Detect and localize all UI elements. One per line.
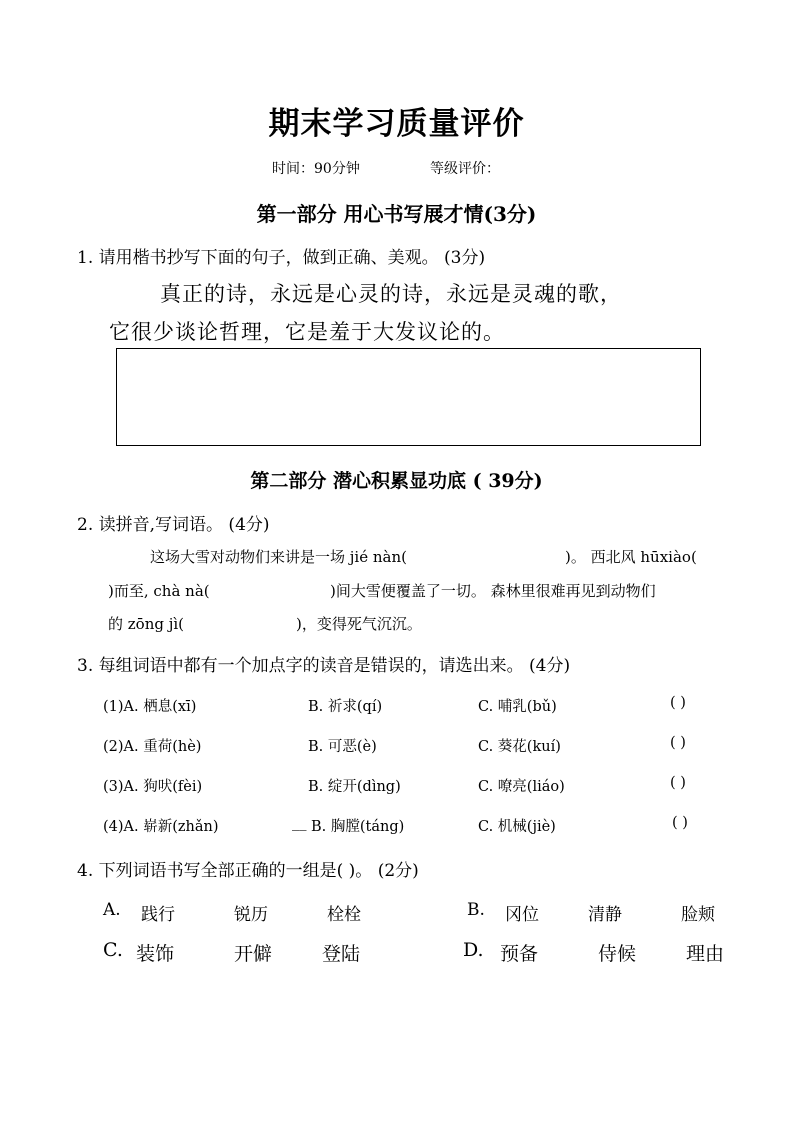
q3-row3-answer-blank[interactable]: ( ) [670, 775, 686, 791]
q3-row3-option-b: B. 绽开(dìng) [308, 779, 401, 795]
part1-heading: 第一部分 用心书写展才情(3分) [256, 202, 537, 226]
q2-prompt: 2. 读拼音,写词语。 (4分) [77, 515, 270, 535]
q1-copy-line-1: 真正的诗，永远是心灵的诗，永远是灵魂的歌， [160, 282, 622, 306]
q3-row3-option-c: C. 嘹亮(liáo) [478, 779, 565, 795]
q3-row1-option-c: C. 哺乳(bǔ) [478, 699, 557, 715]
q2-text-2b: )间大雪便覆盖了一切。 森林里很难再见到动物们 [330, 582, 656, 600]
q4-option-d-word3: 理由 [686, 943, 725, 965]
q3-row1-answer-blank[interactable]: ( ) [670, 695, 686, 711]
q4-option-c-word1: 装饰 [136, 943, 175, 965]
q3-row1-option-b: B. 祈求(qí) [308, 699, 383, 715]
q3-row2-option-b: B. 可恶(è) [308, 739, 377, 755]
q4-option-a-word1: 践行 [141, 905, 175, 925]
q3-row3-option-a: (3)A. 狗吠(fèi) [103, 779, 203, 795]
q2-text-1b: )。 西北风 hūxiào( [565, 548, 697, 566]
q3-row4-option-a: (4)A. 崭新(zhǎn) [103, 819, 219, 835]
q3-row2-option-c: C. 葵花(kuí) [478, 739, 561, 755]
q3-row4-option-b: B. 胸膛(táng) [311, 819, 405, 835]
q2-text-1a: 这场大雪对动物们来讲是一场 jié nàn( [150, 548, 407, 566]
q4-option-c-label: C. [103, 939, 123, 961]
q4-option-c-word2: 开僻 [234, 943, 273, 965]
q3-prompt: 3. 每组词语中都有一个加点字的读音是错误的，请选出来。 (4分) [77, 656, 571, 676]
q3-row1-option-a: (1)A. 栖息(xī) [103, 699, 197, 715]
q3-row4-option-c: C. 机械(jiè) [478, 819, 556, 835]
q3-row2-answer-blank[interactable]: ( ) [670, 735, 686, 751]
q3-row4-underline-mark: __ [292, 815, 307, 831]
q4-option-a-word3: 栓栓 [327, 905, 361, 925]
q3-row4-answer-blank[interactable]: ( ) [672, 815, 688, 831]
q2-text-3a: 的 zōng jì( [108, 615, 185, 633]
q3-row2-option-a: (2)A. 重荷(hè) [103, 739, 202, 755]
q1-prompt: 1. 请用楷书抄写下面的句子，做到正确、美观。 (3分) [77, 248, 486, 268]
q4-option-d-word1: 预备 [500, 943, 539, 965]
q2-text-3b: )，变得死气沉沉。 [296, 615, 422, 633]
q4-prompt: 4. 下列词语书写全部正确的一组是( )。 (2分) [77, 861, 419, 881]
q4-option-d-word2: 侍候 [598, 943, 637, 965]
q4-option-d-label: D. [463, 939, 484, 961]
part2-heading: 第二部分 潜心积累显功底 ( 39分) [250, 470, 543, 492]
q4-option-a-word2: 锐历 [234, 905, 268, 925]
page-title: 期末学习质量评价 [268, 106, 525, 142]
exam-time: 时间：90分钟 [272, 161, 360, 177]
q1-copy-line-2: 它很少谈论哲理，它是羞于大发议论的。 [109, 320, 505, 344]
q4-option-b-label: B. [467, 900, 485, 920]
q4-option-c-word3: 登陆 [322, 943, 361, 965]
q4-option-b-word3: 脸颊 [681, 905, 715, 925]
handwriting-answer-box[interactable] [116, 348, 701, 446]
q2-text-2a: )而至, chà nà( [108, 582, 210, 600]
q4-option-a-label: A. [103, 900, 121, 920]
q4-option-b-word1: 冈位 [505, 905, 539, 925]
q4-option-b-word2: 清静 [588, 905, 622, 925]
grade-evaluation-label: 等级评价： [430, 161, 500, 177]
